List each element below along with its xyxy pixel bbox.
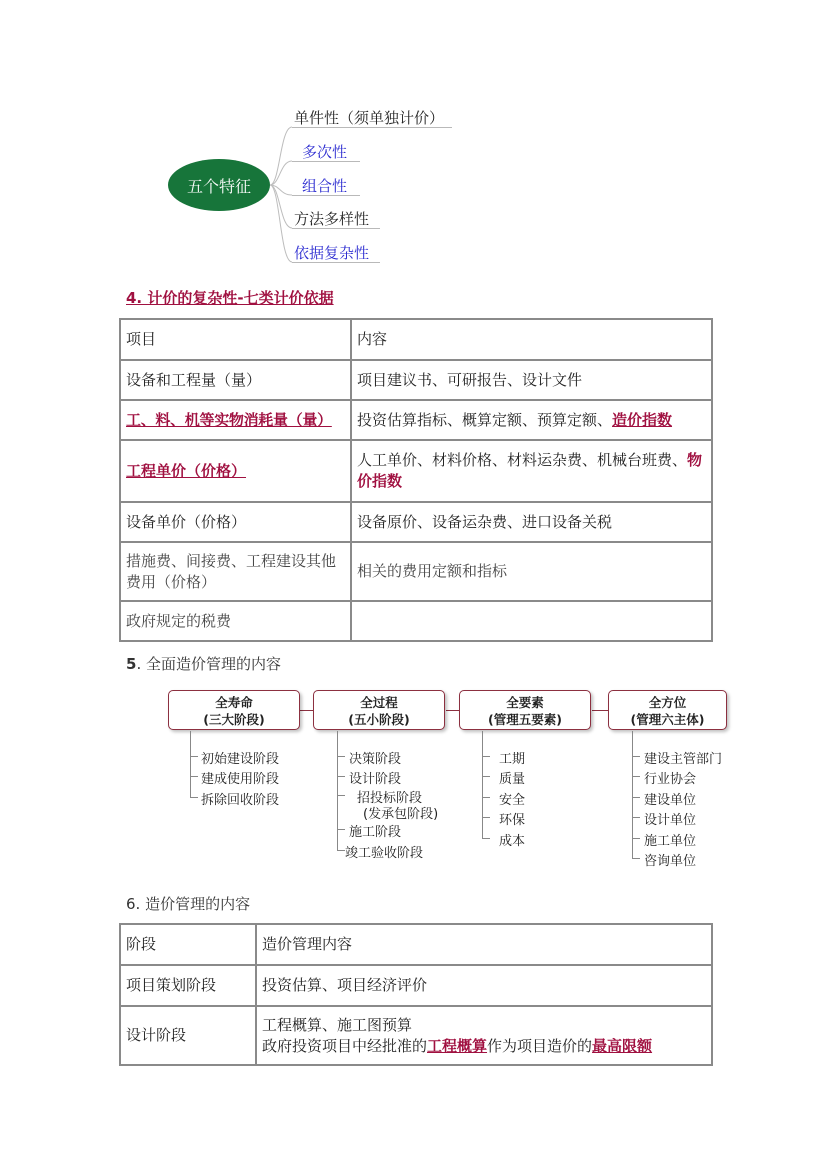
sub-item: 招投标阶段 <box>357 791 423 806</box>
box-title: 全寿命 <box>215 695 253 710</box>
sub-item: 设计阶段 <box>349 772 402 787</box>
item-cell: 设备和工程量（量） <box>120 360 351 400</box>
item-cell <box>120 440 351 502</box>
mindmap-item: 依据复杂性 <box>294 244 370 262</box>
mgmt-box-process <box>313 690 445 730</box>
highlight-text: 物价指数 <box>357 451 703 490</box>
mindmap-item: 多次性 <box>302 143 348 161</box>
box-subtitle: (五小阶段) <box>348 712 410 727</box>
sub-item: 成本 <box>499 834 526 849</box>
content-text: 人工单价、材料价格、材料运杂费、机械台班费、 <box>357 451 688 469</box>
item-cell: 措施费、间接费、工程建设其他费用（价格） <box>120 542 351 601</box>
stage-cell: 设计阶段 <box>120 1006 256 1065</box>
section5-title <box>126 653 281 674</box>
table-row <box>120 542 712 601</box>
content-text: 投资估算指标、概算定额、预算定额、 <box>357 410 613 429</box>
table-row <box>120 601 712 641</box>
content-line <box>262 1036 706 1057</box>
box-title: 全方位 <box>648 695 687 710</box>
item-cell: 政府规定的税费 <box>120 601 351 641</box>
item-text: 工、料、机等实物消耗量（量） <box>126 410 332 429</box>
sub-item: 施工阶段 <box>349 825 402 840</box>
table-header-row <box>120 319 712 360</box>
sub-item: 建设单位 <box>644 793 697 808</box>
table-header-row <box>120 924 712 965</box>
mgmt-box-elements <box>459 690 591 730</box>
content-text: 作为项目造价的 <box>487 1036 593 1055</box>
content-cell: 设备原价、设备运杂费、进口设备关税 <box>351 502 712 542</box>
pricing-basis-table <box>119 318 713 642</box>
sub-item: 设计单位 <box>644 813 697 828</box>
sub-item: 行业协会 <box>644 772 697 787</box>
sub-item: 竣工验收阶段 <box>345 846 424 861</box>
header-cell: 项目 <box>120 319 351 360</box>
table-row <box>120 965 712 1006</box>
highlight-text: 造价指数 <box>612 410 673 429</box>
content-text: 政府投资项目中经批准的 <box>262 1036 428 1055</box>
mindmap-item: 方法多样性 <box>294 210 370 228</box>
content-cell <box>351 601 712 641</box>
section5-num: 5 <box>126 655 137 673</box>
mgmt-box-lifecycle <box>168 690 300 730</box>
sub-item: 安全 <box>499 793 526 808</box>
mgmt-box-parties <box>608 690 727 730</box>
content-cell <box>256 1006 712 1065</box>
box-title: 全过程 <box>360 695 398 710</box>
sub-item: 拆除回收阶段 <box>201 793 280 808</box>
content-cell: 项目建议书、可研报告、设计文件 <box>351 360 712 400</box>
sub-item: 质量 <box>499 772 526 787</box>
item-text: 工程单价（价格） <box>126 461 247 480</box>
section6-title: 6. 造价管理的内容 <box>126 895 251 913</box>
sub-item: 建成使用阶段 <box>201 772 280 787</box>
mindmap-item: 单件性（须单独计价） <box>294 109 445 127</box>
sub-item: 决策阶段 <box>349 752 402 767</box>
sub-item: 初始建设阶段 <box>201 752 280 767</box>
content-cell: 相关的费用定额和指标 <box>351 542 712 601</box>
highlight-text: 工程概算 <box>427 1036 488 1055</box>
sub-item: 工期 <box>499 752 526 767</box>
content-cell: 投资估算、项目经济评价 <box>256 965 712 1006</box>
box-subtitle: (管理五要素) <box>488 712 562 727</box>
mindmap-center: 五个特征 <box>168 159 270 211</box>
item-cell <box>120 400 351 440</box>
sub-item: 环保 <box>499 813 526 828</box>
table-row <box>120 440 712 502</box>
header-cell: 阶段 <box>120 924 256 965</box>
content-cell <box>351 400 712 440</box>
content-cell <box>351 440 712 502</box>
box-subtitle: (管理六主体) <box>630 712 705 727</box>
sub-item: 咨询单位 <box>644 854 697 869</box>
cost-management-table <box>119 923 713 1066</box>
stage-cell: 项目策划阶段 <box>120 965 256 1006</box>
mindmap-item: 组合性 <box>302 177 348 195</box>
sub-item: (发承包阶段) <box>363 807 439 822</box>
highlight-text: 最高限额 <box>592 1036 653 1055</box>
section5-title-text: . 全面造价管理的内容 <box>136 655 281 673</box>
table-row <box>120 400 712 440</box>
sub-item: 建设主管部门 <box>644 752 723 767</box>
header-cell: 造价管理内容 <box>256 924 712 965</box>
content-line: 工程概算、施工图预算 <box>262 1015 413 1034</box>
table-row <box>120 502 712 542</box>
box-title: 全要素 <box>506 695 544 710</box>
table-row <box>120 1006 712 1065</box>
section4-title: 4. 计价的复杂性-七类计价依据 <box>126 289 334 307</box>
item-cell: 设备单价（价格） <box>120 502 351 542</box>
table-row <box>120 360 712 400</box>
box-subtitle: (三大阶段) <box>203 712 265 727</box>
sub-item: 施工单位 <box>644 834 697 849</box>
header-cell: 内容 <box>351 319 712 360</box>
